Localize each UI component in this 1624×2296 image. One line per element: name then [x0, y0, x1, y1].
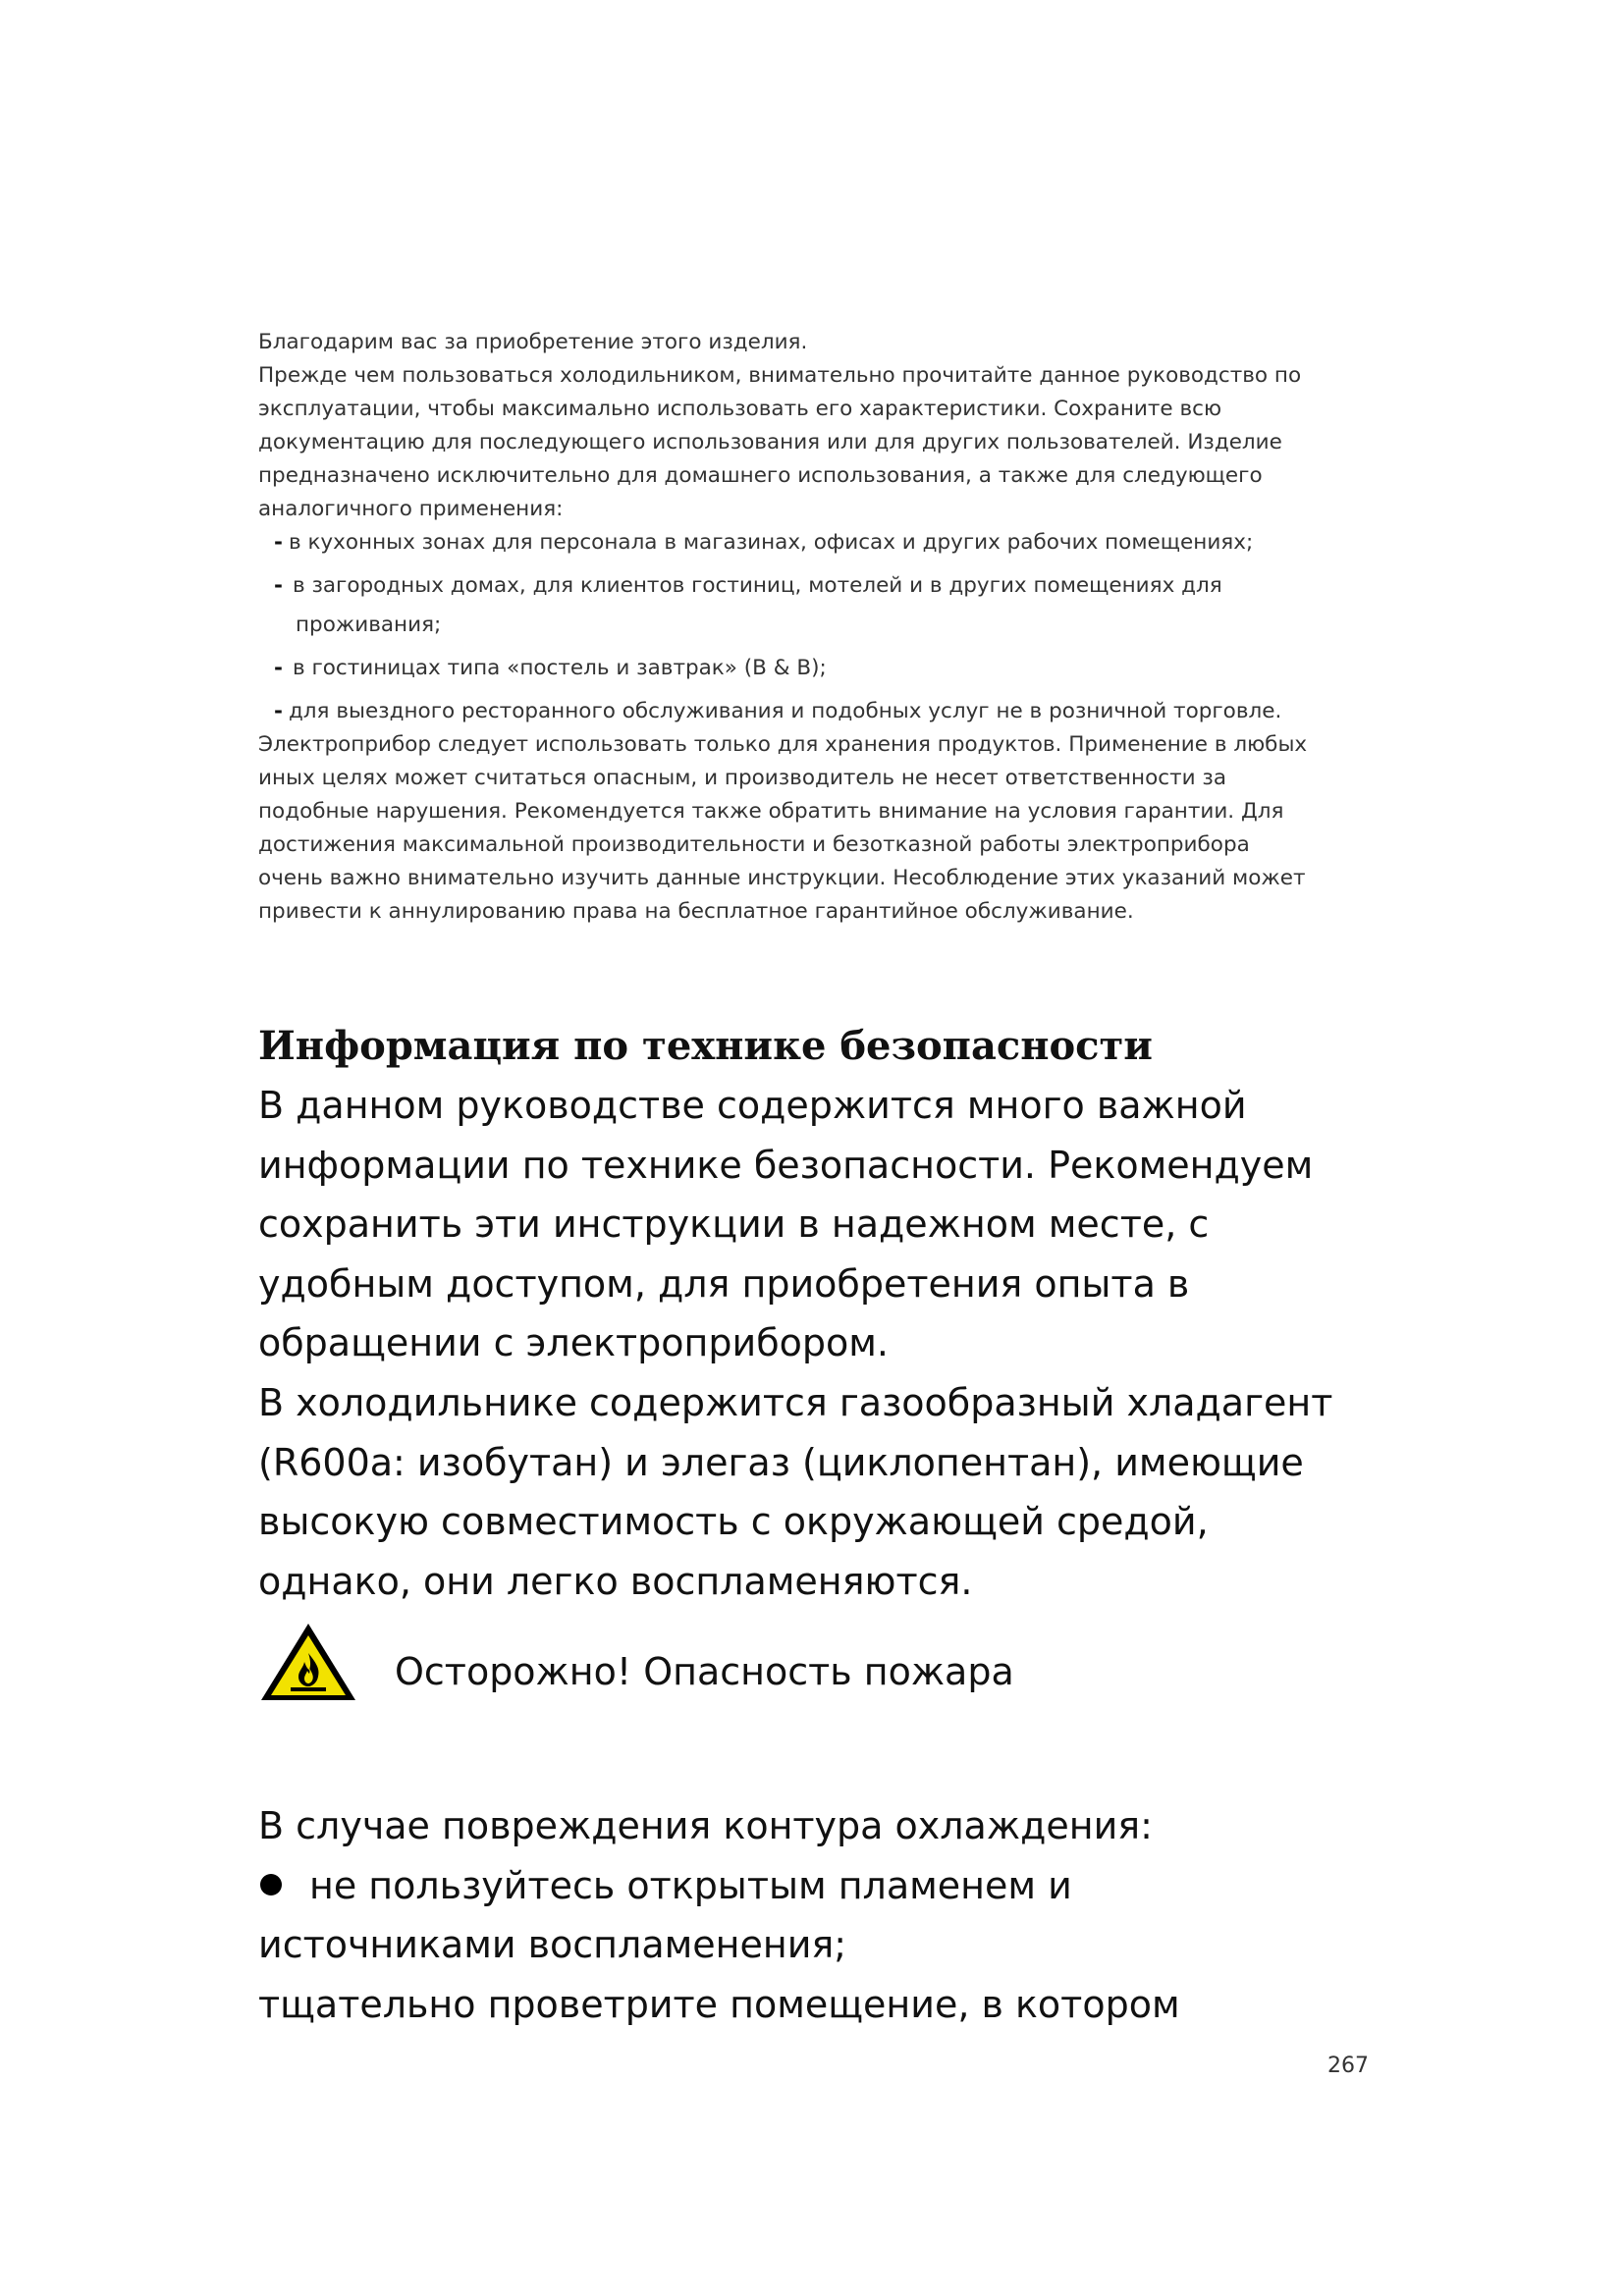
bullet-dash: -	[274, 699, 283, 723]
safety-line: информации по технике безопасности. Рекомендуем	[258, 1143, 1314, 1187]
safety-line: обращении с электроприбором.	[258, 1321, 889, 1365]
damage-next-line: тщательно проветрите помещение, в котором	[258, 1982, 1180, 2026]
intro-line: аналогичного применения:	[258, 497, 564, 521]
closing-line: достижения максимальной производительности и безотказной работы электроприбора	[258, 832, 1250, 857]
closing-line: подобные нарушения. Рекомендуется также обратить внимание на условия гарантии. Для	[258, 799, 1284, 824]
safety-line: высокую совместимость с окружающей средой,	[258, 1500, 1209, 1544]
damage-section	[258, 1796, 1387, 2034]
flammable-warning-icon	[257, 1620, 359, 1704]
fire-warning	[257, 1620, 1014, 1704]
intro-section	[258, 326, 1358, 929]
intro-line: эксплуатации, чтобы максимально использовать его характеристики. Сохраните всю	[258, 397, 1222, 421]
usage-bullet	[258, 569, 1358, 603]
usage-bullet-text: в загородных домах, для клиентов гостиниц, мотелей и в других помещениях для	[292, 573, 1222, 598]
bullet-dash: -	[274, 656, 283, 680]
closing-line: иных целях может считаться опасным, и производитель не несет ответственности за	[258, 766, 1227, 790]
usage-bullet	[258, 526, 1358, 560]
usage-bullet-text: для выездного ресторанного обслуживания и подобных услуг не в розничной торговле.	[288, 699, 1282, 723]
usage-bullet-text: в гостиницах типа «постель и завтрак» (B & B);	[292, 656, 827, 680]
safety-line: В холодильнике содержится газообразный хладагент	[258, 1380, 1333, 1424]
page-number: 267	[1327, 2054, 1369, 2078]
safety-line: удобным доступом, для приобретения опыта в	[258, 1261, 1190, 1306]
usage-bullet-continuation: проживания;	[296, 613, 442, 637]
safety-line: сохранить эти инструкции в надежном месте, с	[258, 1202, 1210, 1247]
intro-line: документацию для последующего использования или для других пользователей. Изделие	[258, 430, 1282, 454]
damage-bullet	[258, 1856, 1387, 1916]
bullet-dash: -	[274, 530, 283, 555]
damage-bullet-text: не пользуйтесь открытым пламенем и	[309, 1863, 1072, 1907]
usage-bullet	[258, 652, 1358, 685]
intro-line: Благодарим вас за приобретение этого изделия.	[258, 330, 808, 354]
safety-line: однако, они легко воспламеняются.	[258, 1559, 973, 1603]
section-title: Информация по технике безопасности	[258, 1023, 1153, 1069]
damage-bullet-continuation: источниками воспламенения;	[258, 1923, 847, 1967]
damage-lead: В случае повреждения контура охлаждения:	[258, 1804, 1153, 1847]
closing-line: очень важно внимательно изучить данные инструкции. Несоблюдение этих указаний может	[258, 866, 1306, 890]
intro-line: Прежде чем пользоваться холодильником, внимательно прочитайте данное руководство по	[258, 363, 1302, 388]
closing-line: привести к аннулированию права на бесплатное гарантийное обслуживание.	[258, 899, 1134, 924]
intro-line: предназначено исключительно для домашнего использования, а также для следующего	[258, 463, 1263, 488]
safety-line: (R600a: изобутан) и элегаз (циклопентан), имеющие	[258, 1440, 1304, 1484]
bullet-dash: -	[274, 573, 283, 598]
fire-warning-text: Осторожно! Опасность пожара	[395, 1650, 1014, 1693]
bullet-dot-icon	[260, 1874, 282, 1896]
closing-line: Электроприбор следует использовать только для хранения продуктов. Применение в любых	[258, 732, 1308, 757]
safety-paragraph	[258, 1076, 1387, 1611]
usage-bullet	[258, 695, 1358, 728]
usage-bullet-text: в кухонных зонах для персонала в магазинах, офисах и других рабочих помещениях;	[288, 530, 1254, 555]
safety-line: В данном руководстве содержится много важной	[258, 1084, 1247, 1127]
